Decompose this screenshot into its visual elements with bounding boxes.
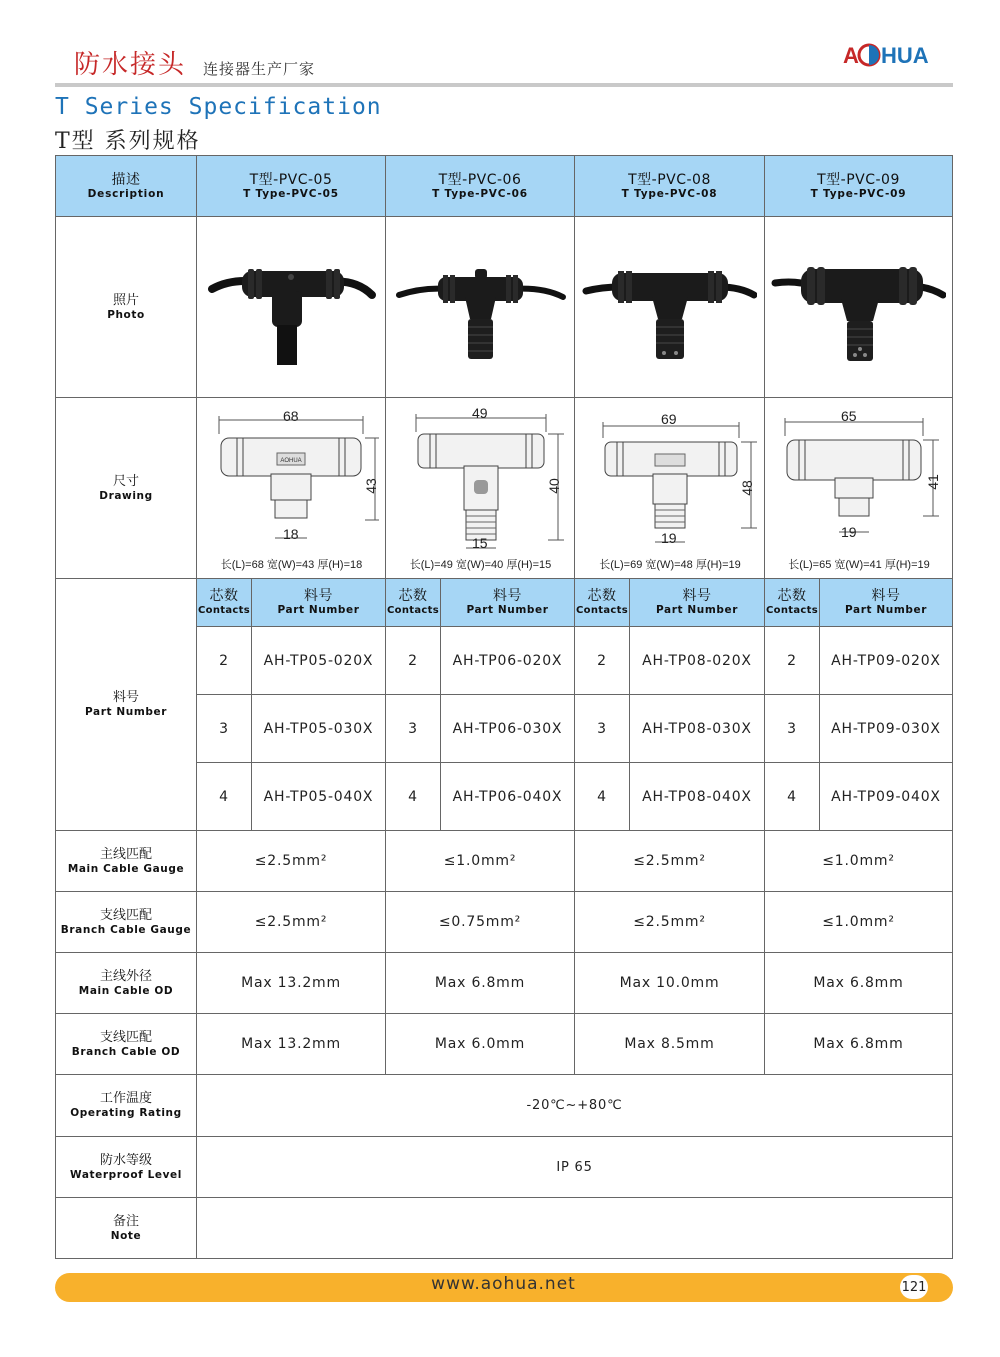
brand-subtitle: 连接器生产厂家 <box>203 60 316 78</box>
dim-length: 65 <box>841 408 857 424</box>
spec-label <box>56 831 197 892</box>
description-en: Description <box>87 187 165 200</box>
drawing-en: Drawing <box>99 489 153 502</box>
pn-head-en: Part Number <box>656 604 738 616</box>
drawing-model-05 <box>197 398 386 579</box>
header-model-08 <box>575 156 765 217</box>
spec-label-cn: 支线匹配 <box>99 907 152 923</box>
dim-height: 48 <box>738 480 755 496</box>
contacts-en: Contacts <box>198 605 250 616</box>
spec-value-cell <box>197 953 386 1014</box>
spec-label-cn: 主线外径 <box>99 968 152 984</box>
brand-title: 防水接头 <box>74 50 187 80</box>
note-cn: 备注 <box>112 1213 139 1229</box>
part-number-value: AH-TP05-040X <box>263 788 374 805</box>
spec-value: Max 6.8mm <box>813 1036 904 1052</box>
spec-value-cell <box>575 1014 765 1075</box>
spec-label-en: Main Cable OD <box>78 984 174 997</box>
model-cn: T型-PVC-09 <box>817 171 900 188</box>
spec-value-cell <box>575 831 765 892</box>
spec-label <box>56 953 197 1014</box>
model-en: T Type-PVC-06 <box>432 187 528 200</box>
dim-height: 43 <box>362 478 379 494</box>
spec-label-cn: 支线匹配 <box>99 1029 152 1045</box>
contacts-value: 4 <box>408 788 418 805</box>
part-number-value: AH-TP06-030X <box>452 720 563 737</box>
model-cn: T型-PVC-05 <box>249 171 333 188</box>
footer-url[interactable]: www.aohua.net <box>431 1274 576 1294</box>
part-number-cell <box>441 695 575 763</box>
contacts-cell <box>575 627 630 695</box>
contacts-cell <box>386 695 441 763</box>
pn-head-en: Part Number <box>845 604 927 616</box>
note-label <box>56 1198 197 1259</box>
note-value-cell <box>197 1198 953 1259</box>
part-number-cell <box>820 763 953 831</box>
part-number-header <box>630 579 765 627</box>
contacts-header <box>765 579 820 627</box>
pn-head-cn: 料号 <box>682 588 712 604</box>
drawing-model-08 <box>575 398 765 579</box>
spec-value: ≤0.75mm² <box>438 914 522 930</box>
spec-value-cell <box>575 892 765 953</box>
pn-head-cn: 料号 <box>493 588 522 604</box>
part-number-cell <box>630 695 765 763</box>
spec-value-cell <box>765 1014 953 1075</box>
spec-value: ≤2.5mm² <box>254 914 328 930</box>
dim-length: 68 <box>283 408 299 424</box>
model-en: T Type-PVC-09 <box>810 187 907 200</box>
dim-base: 19 <box>841 524 857 540</box>
aohua-logo <box>843 40 935 70</box>
spec-value-cell <box>197 892 386 953</box>
part-number-value: AH-TP05-020X <box>263 652 374 669</box>
part-number-value: AH-TP09-030X <box>831 720 941 737</box>
pn-head-en: Part Number <box>466 604 549 616</box>
spec-label-en: Main Cable Gauge <box>67 862 185 875</box>
contacts-value: 3 <box>219 720 229 737</box>
contacts-value: 2 <box>597 652 607 669</box>
dim-height: 40 <box>545 478 562 494</box>
contacts-cell <box>197 695 252 763</box>
spec-value: ≤2.5mm² <box>254 853 328 869</box>
spec-value-cell <box>386 892 575 953</box>
contacts-cell <box>197 627 252 695</box>
photo-model-08 <box>575 217 765 398</box>
contacts-cn: 芯数 <box>777 588 807 604</box>
pn-head-cn: 料号 <box>304 588 333 604</box>
logo-letter-a: A <box>843 43 859 68</box>
operating-value-cell <box>197 1075 953 1137</box>
description-cn: 描述 <box>111 171 141 188</box>
spec-value: ≤2.5mm² <box>633 853 706 869</box>
spec-label <box>56 892 197 953</box>
spec-value: ≤1.0mm² <box>822 853 895 869</box>
drawing-label <box>56 398 197 579</box>
spec-value: Max 6.0mm <box>434 1036 526 1052</box>
contacts-cell <box>575 695 630 763</box>
contacts-value: 3 <box>408 720 418 737</box>
part-number-value: AH-TP09-040X <box>831 788 941 805</box>
dim-caption: 长(L)=68 宽(W)=43 厚(H)=18 <box>220 559 363 571</box>
header-description <box>56 156 197 217</box>
part-number-value: AH-TP06-040X <box>452 788 563 805</box>
part-number-value: AH-TP08-030X <box>642 720 752 737</box>
connector-photo-09 <box>771 247 946 367</box>
spec-table <box>55 155 953 1259</box>
spec-value: ≤1.0mm² <box>443 853 517 869</box>
part-number-cell <box>441 627 575 695</box>
model-en: T Type-PVC-08 <box>621 187 718 200</box>
spec-label <box>56 1014 197 1075</box>
dim-length: 69 <box>661 411 677 427</box>
part-number-value: AH-TP05-030X <box>263 720 374 737</box>
spec-label-en: Branch Cable OD <box>71 1045 181 1058</box>
dim-height: 41 <box>924 474 941 490</box>
contacts-cell <box>765 627 820 695</box>
contacts-value: 4 <box>597 788 607 805</box>
spec-value-cell <box>765 953 953 1014</box>
contacts-cell <box>765 763 820 831</box>
contacts-en: Contacts <box>766 605 818 616</box>
part-number-header <box>820 579 953 627</box>
dim-base: 19 <box>661 530 677 546</box>
part-number-header <box>441 579 575 627</box>
dim-caption: 长(L)=69 宽(W)=48 厚(H)=19 <box>599 559 741 571</box>
contacts-header <box>197 579 252 627</box>
header-divider <box>55 83 953 87</box>
model-en: T Type-PVC-05 <box>243 187 339 200</box>
spec-value-cell <box>197 831 386 892</box>
model-cn: T型-PVC-06 <box>438 171 522 188</box>
contacts-value: 4 <box>787 788 797 805</box>
part-number-cell <box>820 627 953 695</box>
contacts-cn: 芯数 <box>209 588 239 604</box>
pn-head-cn: 料号 <box>871 588 901 604</box>
contacts-cn: 芯数 <box>587 588 617 604</box>
part-number-cell <box>252 763 386 831</box>
contacts-value: 2 <box>408 652 418 669</box>
drawing-model-09 <box>765 398 953 579</box>
dim-length: 49 <box>472 405 488 421</box>
part-number-cell <box>441 763 575 831</box>
contacts-en: Contacts <box>576 605 628 616</box>
spec-value: Max 6.8mm <box>434 975 526 991</box>
contacts-header <box>575 579 630 627</box>
spec-value: Max 10.0mm <box>619 975 720 991</box>
operating-value: -20℃~+80℃ <box>526 1098 623 1113</box>
spec-value-cell <box>575 953 765 1014</box>
contacts-value: 2 <box>787 652 797 669</box>
photo-model-09 <box>765 217 953 398</box>
spec-value-cell <box>765 892 953 953</box>
connector-photo-05 <box>204 247 379 367</box>
spec-value-cell <box>197 1014 386 1075</box>
waterproof-value: IP 65 <box>556 1159 593 1175</box>
part-number-cell <box>252 627 386 695</box>
part-number-label <box>56 579 197 831</box>
contacts-value: 4 <box>219 788 229 805</box>
part-number-cell <box>630 763 765 831</box>
waterproof-label <box>56 1137 197 1198</box>
contacts-cn: 芯数 <box>398 588 428 604</box>
photo-en: Photo <box>107 308 145 321</box>
spec-value: Max 13.2mm <box>241 1036 341 1052</box>
contacts-cell <box>386 627 441 695</box>
drawing-logo-mark: AOHUA <box>280 458 302 464</box>
drawing-model-06 <box>386 398 575 579</box>
photo-label <box>56 217 197 398</box>
part-number-value: AH-TP08-040X <box>642 788 752 805</box>
part-number-cn: 料号 <box>112 690 139 705</box>
photo-model-05 <box>197 217 386 398</box>
part-number-value: AH-TP09-020X <box>831 652 941 669</box>
spec-value-cell <box>386 1014 575 1075</box>
contacts-cell <box>575 763 630 831</box>
part-number-value: AH-TP08-020X <box>642 652 752 669</box>
photo-cn: 照片 <box>112 292 139 308</box>
logo-letters-hua: HUA <box>881 43 929 68</box>
dim-caption: 长(L)=65 宽(W)=41 厚(H)=19 <box>788 559 930 571</box>
header-model-06 <box>386 156 575 217</box>
contacts-value: 2 <box>219 652 229 669</box>
spec-value-cell <box>765 831 953 892</box>
contacts-header <box>386 579 441 627</box>
drawing-cn: 尺寸 <box>112 473 139 489</box>
spec-value: Max 13.2mm <box>241 975 341 991</box>
page-number: 121 <box>900 1275 928 1299</box>
contacts-value: 3 <box>597 720 607 737</box>
waterproof-cn: 防水等级 <box>99 1152 152 1168</box>
part-number-en: Part Number <box>85 706 167 718</box>
header-model-09 <box>765 156 953 217</box>
spec-label-cn: 主线匹配 <box>99 846 152 862</box>
operating-label <box>56 1075 197 1137</box>
connector-photo-08 <box>582 247 757 367</box>
connector-photo-06 <box>393 247 568 367</box>
spec-value: ≤2.5mm² <box>633 914 706 930</box>
spec-value: ≤1.0mm² <box>822 914 895 930</box>
dim-base: 15 <box>472 535 488 551</box>
operating-cn: 工作温度 <box>99 1091 152 1106</box>
contacts-cell <box>386 763 441 831</box>
header-model-05 <box>197 156 386 217</box>
contacts-cell <box>765 695 820 763</box>
waterproof-en: Waterproof Level <box>70 1168 182 1181</box>
part-number-value: AH-TP06-020X <box>452 652 563 669</box>
part-number-cell <box>252 695 386 763</box>
spec-value-cell <box>386 831 575 892</box>
dim-caption: 长(L)=49 宽(W)=40 厚(H)=15 <box>409 559 552 571</box>
waterproof-value-cell <box>197 1137 953 1198</box>
contacts-value: 3 <box>787 720 797 737</box>
part-number-cell <box>630 627 765 695</box>
part-number-cell <box>820 695 953 763</box>
contacts-cell <box>197 763 252 831</box>
spec-value-cell <box>386 953 575 1014</box>
contacts-en: Contacts <box>387 605 439 616</box>
operating-en: Operating Rating <box>70 1107 182 1119</box>
spec-value: Max 6.8mm <box>813 975 904 991</box>
spec-label-en: Branch Cable Gauge <box>60 923 192 936</box>
page-title-cn: T型 系列规格 <box>55 129 201 154</box>
photo-model-06 <box>386 217 575 398</box>
pn-head-en: Part Number <box>277 604 360 616</box>
note-en: Note <box>110 1229 142 1242</box>
page-title-en: T Series Specification <box>55 94 382 120</box>
spec-value: Max 8.5mm <box>624 1036 715 1052</box>
part-number-header <box>252 579 386 627</box>
model-cn: T型-PVC-08 <box>628 171 711 188</box>
dim-base: 18 <box>283 526 299 542</box>
